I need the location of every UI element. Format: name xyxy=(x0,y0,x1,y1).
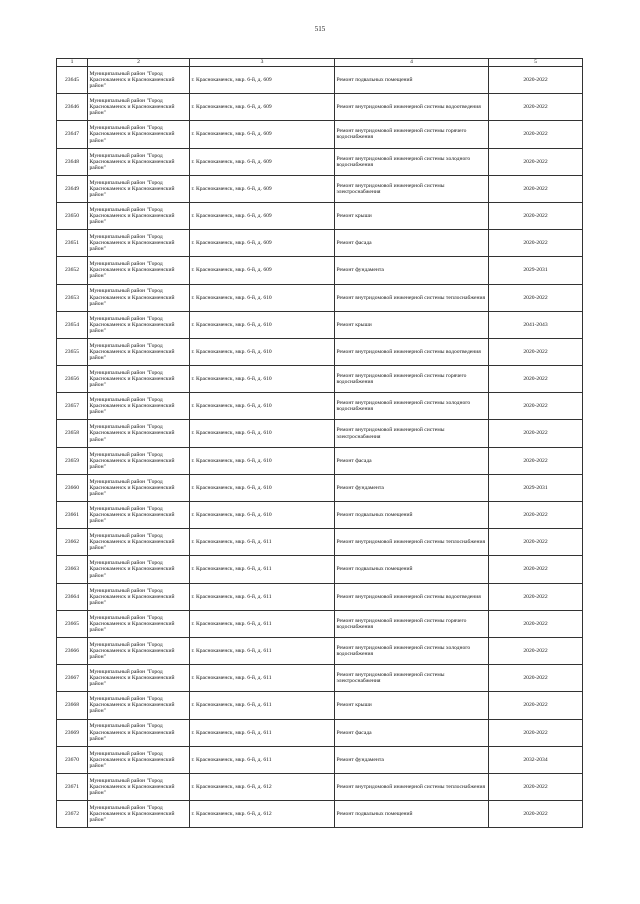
address-cell: г. Краснокаменск, мкр. 6-й, д. 609 xyxy=(190,121,335,148)
work-type-cell: Ремонт внутридомовой инженерной системы горячего водоснабжения xyxy=(335,610,489,637)
period-cell: 2020-2022 xyxy=(489,420,583,447)
row-number-cell: 23658 xyxy=(57,420,88,447)
row-number-cell: 23660 xyxy=(57,474,88,501)
table-row xyxy=(57,583,583,610)
address-cell: г. Краснокаменск, мкр. 6-й, д. 611 xyxy=(190,746,335,773)
row-number-cell: 23671 xyxy=(57,773,88,800)
period-cell: 2020-2022 xyxy=(489,692,583,719)
address-cell: г. Краснокаменск, мкр. 6-й, д. 611 xyxy=(190,583,335,610)
table-row xyxy=(57,447,583,474)
work-type-cell: Ремонт внутридомовой инженерной системы водоотведения xyxy=(335,94,489,121)
row-number-cell: 23672 xyxy=(57,801,88,828)
municipality-cell: Муниципальный район "Город Краснокаменск и Краснокаменский район" xyxy=(88,502,190,529)
period-cell: 2020-2022 xyxy=(489,773,583,800)
period-cell: 2020-2022 xyxy=(489,67,583,94)
work-type-cell: Ремонт внутридомовой инженерной системы электроснабжения xyxy=(335,665,489,692)
period-cell: 2020-2022 xyxy=(489,175,583,202)
municipality-cell: Муниципальный район "Город Краснокаменск и Краснокаменский район" xyxy=(88,175,190,202)
row-number-cell: 23653 xyxy=(57,284,88,311)
table-row xyxy=(57,665,583,692)
work-type-cell: Ремонт внутридомовой инженерной системы холодного водоснабжения xyxy=(335,148,489,175)
municipality-cell: Муниципальный район "Город Краснокаменск и Краснокаменский район" xyxy=(88,746,190,773)
table-row xyxy=(57,474,583,501)
column-header-1: 1 xyxy=(57,59,88,67)
period-cell: 2020-2022 xyxy=(489,583,583,610)
period-cell: 2020-2022 xyxy=(489,148,583,175)
table-row xyxy=(57,773,583,800)
row-number-cell: 23646 xyxy=(57,94,88,121)
address-cell: г. Краснокаменск, мкр. 6-й, д. 611 xyxy=(190,692,335,719)
work-type-cell: Ремонт подвальных помещений xyxy=(335,556,489,583)
table-row xyxy=(57,230,583,257)
period-cell: 2020-2022 xyxy=(489,94,583,121)
address-cell: г. Краснокаменск, мкр. 6-й, д. 609 xyxy=(190,257,335,284)
address-cell: г. Краснокаменск, мкр. 6-й, д. 610 xyxy=(190,284,335,311)
work-type-cell: Ремонт крыши xyxy=(335,692,489,719)
work-type-cell: Ремонт внутридомовой инженерной системы холодного водоснабжения xyxy=(335,393,489,420)
municipality-cell: Муниципальный район "Город Краснокаменск и Краснокаменский район" xyxy=(88,665,190,692)
work-type-cell: Ремонт внутридомовой инженерной системы горячего водоснабжения xyxy=(335,366,489,393)
period-cell: 2020-2022 xyxy=(489,637,583,664)
period-cell: 2020-2022 xyxy=(489,610,583,637)
table-row xyxy=(57,202,583,229)
municipality-cell: Муниципальный район "Город Краснокаменск и Краснокаменский район" xyxy=(88,311,190,338)
municipality-cell: Муниципальный район "Город Краснокаменск и Краснокаменский район" xyxy=(88,801,190,828)
work-type-cell: Ремонт внутридомовой инженерной системы теплоснабжения xyxy=(335,284,489,311)
work-type-cell: Ремонт подвальных помещений xyxy=(335,67,489,94)
address-cell: г. Краснокаменск, мкр. 6-й, д. 610 xyxy=(190,420,335,447)
row-number-cell: 23645 xyxy=(57,67,88,94)
period-cell: 2020-2022 xyxy=(489,801,583,828)
table-row xyxy=(57,67,583,94)
row-number-cell: 23659 xyxy=(57,447,88,474)
row-number-cell: 23664 xyxy=(57,583,88,610)
table-row xyxy=(57,719,583,746)
municipality-cell: Муниципальный район "Город Краснокаменск и Краснокаменский район" xyxy=(88,121,190,148)
table-row xyxy=(57,311,583,338)
work-type-cell: Ремонт фундамента xyxy=(335,746,489,773)
address-cell: г. Краснокаменск, мкр. 6-й, д. 609 xyxy=(190,202,335,229)
row-number-cell: 23656 xyxy=(57,366,88,393)
municipality-cell: Муниципальный район "Город Краснокаменск и Краснокаменский район" xyxy=(88,338,190,365)
address-cell: г. Краснокаменск, мкр. 6-й, д. 609 xyxy=(190,148,335,175)
row-number-cell: 23665 xyxy=(57,610,88,637)
row-number-cell: 23649 xyxy=(57,175,88,202)
address-cell: г. Краснокаменск, мкр. 6-й, д. 610 xyxy=(190,366,335,393)
municipality-cell: Муниципальный район "Город Краснокаменск и Краснокаменский район" xyxy=(88,94,190,121)
municipality-cell: Муниципальный район "Город Краснокаменск и Краснокаменский район" xyxy=(88,773,190,800)
period-cell: 2020-2022 xyxy=(489,556,583,583)
address-cell: г. Краснокаменск, мкр. 6-й, д. 611 xyxy=(190,610,335,637)
address-cell: г. Краснокаменск, мкр. 6-й, д. 611 xyxy=(190,719,335,746)
municipality-cell: Муниципальный район "Город Краснокаменск и Краснокаменский район" xyxy=(88,202,190,229)
period-cell: 2020-2022 xyxy=(489,230,583,257)
municipality-cell: Муниципальный район "Город Краснокаменск и Краснокаменский район" xyxy=(88,529,190,556)
row-number-cell: 23666 xyxy=(57,637,88,664)
column-header-2: 2 xyxy=(88,59,190,67)
work-type-cell: Ремонт внутридомовой инженерной системы горячего водоснабжения xyxy=(335,121,489,148)
row-number-cell: 23648 xyxy=(57,148,88,175)
row-number-cell: 23667 xyxy=(57,665,88,692)
registry-table xyxy=(56,58,583,828)
column-header-4: 4 xyxy=(335,59,489,67)
address-cell: г. Краснокаменск, мкр. 6-й, д. 611 xyxy=(190,665,335,692)
municipality-cell: Муниципальный район "Город Краснокаменск и Краснокаменский район" xyxy=(88,366,190,393)
address-cell: г. Краснокаменск, мкр. 6-й, д. 609 xyxy=(190,175,335,202)
period-cell: 2029-2031 xyxy=(489,474,583,501)
municipality-cell: Муниципальный район "Город Краснокаменск и Краснокаменский район" xyxy=(88,637,190,664)
table-row xyxy=(57,746,583,773)
column-header-5: 5 xyxy=(489,59,583,67)
table-row xyxy=(57,637,583,664)
period-cell: 2020-2022 xyxy=(489,284,583,311)
period-cell: 2041-2043 xyxy=(489,311,583,338)
header-row xyxy=(57,59,583,67)
row-number-cell: 23654 xyxy=(57,311,88,338)
municipality-cell: Муниципальный район "Город Краснокаменск и Краснокаменский район" xyxy=(88,447,190,474)
table-row xyxy=(57,121,583,148)
period-cell: 2020-2022 xyxy=(489,121,583,148)
table-row xyxy=(57,502,583,529)
table-row xyxy=(57,257,583,284)
row-number-cell: 23663 xyxy=(57,556,88,583)
row-number-cell: 23662 xyxy=(57,529,88,556)
work-type-cell: Ремонт внутридомовой инженерной системы теплоснабжения xyxy=(335,529,489,556)
work-type-cell: Ремонт крыши xyxy=(335,311,489,338)
period-cell: 2020-2022 xyxy=(489,665,583,692)
municipality-cell: Муниципальный район "Город Краснокаменск и Краснокаменский район" xyxy=(88,556,190,583)
table-row xyxy=(57,529,583,556)
table-row xyxy=(57,94,583,121)
municipality-cell: Муниципальный район "Город Краснокаменск и Краснокаменский район" xyxy=(88,719,190,746)
work-type-cell: Ремонт фасада xyxy=(335,447,489,474)
table-row xyxy=(57,692,583,719)
period-cell: 2020-2022 xyxy=(489,393,583,420)
work-type-cell: Ремонт фасада xyxy=(335,719,489,746)
table-row xyxy=(57,801,583,828)
work-type-cell: Ремонт подвальных помещений xyxy=(335,502,489,529)
table-row xyxy=(57,284,583,311)
period-cell: 2020-2022 xyxy=(489,719,583,746)
table-header xyxy=(57,59,583,67)
municipality-cell: Муниципальный район "Город Краснокаменск и Краснокаменский район" xyxy=(88,583,190,610)
row-number-cell: 23652 xyxy=(57,257,88,284)
work-type-cell: Ремонт внутридомовой инженерной системы теплоснабжения xyxy=(335,773,489,800)
address-cell: г. Краснокаменск, мкр. 6-й, д. 612 xyxy=(190,801,335,828)
row-number-cell: 23670 xyxy=(57,746,88,773)
address-cell: г. Краснокаменск, мкр. 6-й, д. 609 xyxy=(190,67,335,94)
row-number-cell: 23655 xyxy=(57,338,88,365)
table-row xyxy=(57,148,583,175)
period-cell: 2020-2022 xyxy=(489,366,583,393)
table-row xyxy=(57,556,583,583)
work-type-cell: Ремонт фундамента xyxy=(335,257,489,284)
work-type-cell: Ремонт внутридомовой инженерной системы электроснабжения xyxy=(335,175,489,202)
address-cell: г. Краснокаменск, мкр. 6-й, д. 610 xyxy=(190,393,335,420)
address-cell: г. Краснокаменск, мкр. 6-й, д. 609 xyxy=(190,230,335,257)
period-cell: 2020-2022 xyxy=(489,447,583,474)
municipality-cell: Муниципальный район "Город Краснокаменск и Краснокаменский район" xyxy=(88,692,190,719)
work-type-cell: Ремонт крыши xyxy=(335,202,489,229)
address-cell: г. Краснокаменск, мкр. 6-й, д. 610 xyxy=(190,502,335,529)
period-cell: 2029-2031 xyxy=(489,257,583,284)
row-number-cell: 23651 xyxy=(57,230,88,257)
municipality-cell: Муниципальный район "Город Краснокаменск и Краснокаменский район" xyxy=(88,393,190,420)
municipality-cell: Муниципальный район "Город Краснокаменск и Краснокаменский район" xyxy=(88,257,190,284)
address-cell: г. Краснокаменск, мкр. 6-й, д. 610 xyxy=(190,311,335,338)
municipality-cell: Муниципальный район "Город Краснокаменск и Краснокаменский район" xyxy=(88,420,190,447)
row-number-cell: 23668 xyxy=(57,692,88,719)
period-cell: 2020-2022 xyxy=(489,502,583,529)
period-cell: 2020-2022 xyxy=(489,202,583,229)
municipality-cell: Муниципальный район "Город Краснокаменск и Краснокаменский район" xyxy=(88,148,190,175)
row-number-cell: 23669 xyxy=(57,719,88,746)
address-cell: г. Краснокаменск, мкр. 6-й, д. 611 xyxy=(190,637,335,664)
period-cell: 2020-2022 xyxy=(489,529,583,556)
municipality-cell: Муниципальный район "Город Краснокаменск и Краснокаменский район" xyxy=(88,284,190,311)
row-number-cell: 23647 xyxy=(57,121,88,148)
municipality-cell: Муниципальный район "Город Краснокаменск и Краснокаменский район" xyxy=(88,474,190,501)
table-body xyxy=(57,67,583,828)
row-number-cell: 23657 xyxy=(57,393,88,420)
work-type-cell: Ремонт подвальных помещений xyxy=(335,801,489,828)
table-row xyxy=(57,610,583,637)
municipality-cell: Муниципальный район "Город Краснокаменск и Краснокаменский район" xyxy=(88,230,190,257)
row-number-cell: 23661 xyxy=(57,502,88,529)
table-row xyxy=(57,393,583,420)
table-row xyxy=(57,366,583,393)
address-cell: г. Краснокаменск, мкр. 6-й, д. 610 xyxy=(190,338,335,365)
address-cell: г. Краснокаменск, мкр. 6-й, д. 610 xyxy=(190,474,335,501)
page-number: 515 xyxy=(314,25,326,33)
work-type-cell: Ремонт внутридомовой инженерной системы водоотведения xyxy=(335,583,489,610)
address-cell: г. Краснокаменск, мкр. 6-й, д. 612 xyxy=(190,773,335,800)
period-cell: 2032-2034 xyxy=(489,746,583,773)
work-type-cell: Ремонт внутридомовой инженерной системы холодного водоснабжения xyxy=(335,637,489,664)
period-cell: 2020-2022 xyxy=(489,338,583,365)
table-row xyxy=(57,338,583,365)
municipality-cell: Муниципальный район "Город Краснокаменск и Краснокаменский район" xyxy=(88,610,190,637)
work-type-cell: Ремонт внутридомовой инженерной системы электроснабжения xyxy=(335,420,489,447)
column-header-3: 3 xyxy=(190,59,335,67)
table-row xyxy=(57,175,583,202)
address-cell: г. Краснокаменск, мкр. 6-й, д. 610 xyxy=(190,447,335,474)
address-cell: г. Краснокаменск, мкр. 6-й, д. 611 xyxy=(190,529,335,556)
address-cell: г. Краснокаменск, мкр. 6-й, д. 611 xyxy=(190,556,335,583)
municipality-cell: Муниципальный район "Город Краснокаменск и Краснокаменский район" xyxy=(88,67,190,94)
work-type-cell: Ремонт фундамента xyxy=(335,474,489,501)
table-row xyxy=(57,420,583,447)
address-cell: г. Краснокаменск, мкр. 6-й, д. 609 xyxy=(190,94,335,121)
work-type-cell: Ремонт фасада xyxy=(335,230,489,257)
row-number-cell: 23650 xyxy=(57,202,88,229)
work-type-cell: Ремонт внутридомовой инженерной системы водоотведения xyxy=(335,338,489,365)
